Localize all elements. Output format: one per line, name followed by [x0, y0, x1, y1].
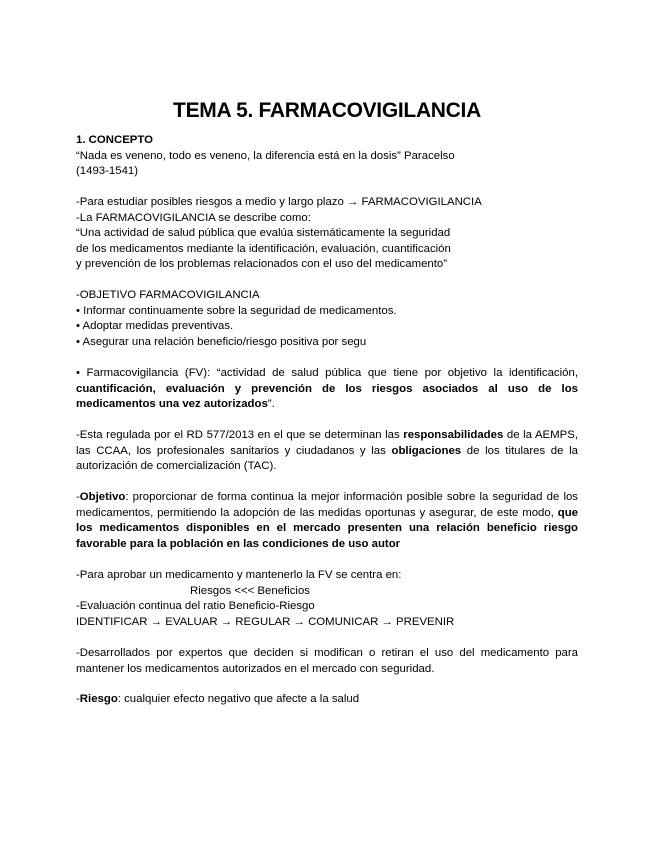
- expertos-text: -Desarrollados por expertos que deciden si modifican o retiran el uso del medicamento para mantener los medicamentos autorizados en el mercado con seguridad.: [76, 647, 578, 675]
- objetivo-label: Objetivo: [79, 491, 126, 503]
- aprobar-line-4: IDENTIFICAR → EVALUAR → REGULAR → COMUNICAR → PREVENIR: [76, 615, 455, 628]
- regulacion-paragraph: [76, 428, 578, 475]
- objetivo-paragraph: [76, 490, 578, 552]
- definicion-bold: cuantificación, evaluación y prevención de los riesgos asociados al uso de los medicamentos una vez autorizados: [76, 382, 578, 410]
- riesgo-dash: -: [76, 693, 80, 705]
- concepto-section: [76, 133, 578, 180]
- estudio-line-1: -Para estudiar posibles riesgos a medio y largo plazo → FARMACOVIGILANCIA: [76, 196, 482, 208]
- estudio-line-5: y prevención de los problemas relacionados con el uso del medicamento”: [76, 258, 448, 270]
- estudio-line-3: “Una actividad de salud pública que evalúa sistemáticamente la seguridad: [76, 227, 451, 239]
- riesgo-label: Riesgo: [79, 693, 118, 705]
- quote-line-2: (1493-1541): [76, 165, 139, 177]
- list-item: • Asegurar una relación beneficio/riesgo positiva por segu: [76, 335, 367, 348]
- definicion-text-2: ”.: [267, 398, 275, 410]
- aprobar-line-3: -Evaluación continua del ratio Beneficio-Riesgo: [76, 600, 315, 612]
- regulacion-text-1: -Esta regulada por el RD 577/2013 en el que se determinan las: [76, 429, 404, 441]
- objetivo-bold: que los medicamentos disponibles en el mercado presenten una relación beneficio riesgo favorable para la población en las condiciones de uso autor: [76, 506, 578, 550]
- objetivo-fv-heading: -OBJETIVO FARMACOVIGILANCIA: [76, 289, 260, 301]
- regulacion-bold-1: responsabilidades: [403, 429, 504, 441]
- estudio-section: [76, 195, 578, 273]
- estudio-line-4: de los medicamentos mediante la identificación, evaluación, cuantificación: [76, 242, 451, 255]
- regulacion-text-3: de los titulares de la autorización de comercialización (TAC).: [76, 444, 578, 472]
- riesgo-text: : cualquier efecto negativo que afecte a la salud: [117, 693, 360, 705]
- list-item: • Informar continuamente sobre la seguridad de medicamentos.: [76, 304, 397, 317]
- objetivo-text: : proporcionar de forma continua la mejor información posible sobre la seguridad de los medicamentos, permitiendo la adopción de las medidas oportunas y asegurar, de este modo,: [76, 491, 578, 519]
- regulacion-text-2: de la AEMPS, las CCAA, los profesionales sanitarios y ciudadanos y las: [76, 429, 578, 457]
- aprobar-line-2: Riesgos <<< Beneficios: [190, 584, 310, 597]
- objetivo-dash: -: [76, 491, 80, 503]
- concepto-heading: 1. CONCEPTO: [76, 134, 154, 146]
- quote-line-1: “Nada es veneno, todo es veneno, la diferencia está en la dosis” Paracelso: [76, 149, 455, 162]
- aprobar-section: [76, 568, 578, 630]
- definicion-paragraph: [76, 366, 578, 413]
- expertos-paragraph: [76, 646, 578, 677]
- aprobar-line-1: -Para aprobar un medicamento y mantenerlo la FV se centra en:: [76, 569, 402, 581]
- objetivo-fv-section: [76, 288, 578, 350]
- riesgo-paragraph: [76, 692, 578, 708]
- list-item: • Adoptar medidas preventivas.: [76, 320, 234, 332]
- estudio-line-2: -La FARMACOVIGILANCIA se describe como:: [76, 211, 311, 224]
- regulacion-bold-2: obligaciones: [391, 444, 462, 457]
- page-title: TEMA 5. FARMACOVIGILANCIA: [173, 99, 481, 122]
- definicion-text-1: • Farmacovigilancia (FV): “actividad de salud pública que tiene por objetivo la identificación,: [76, 367, 578, 379]
